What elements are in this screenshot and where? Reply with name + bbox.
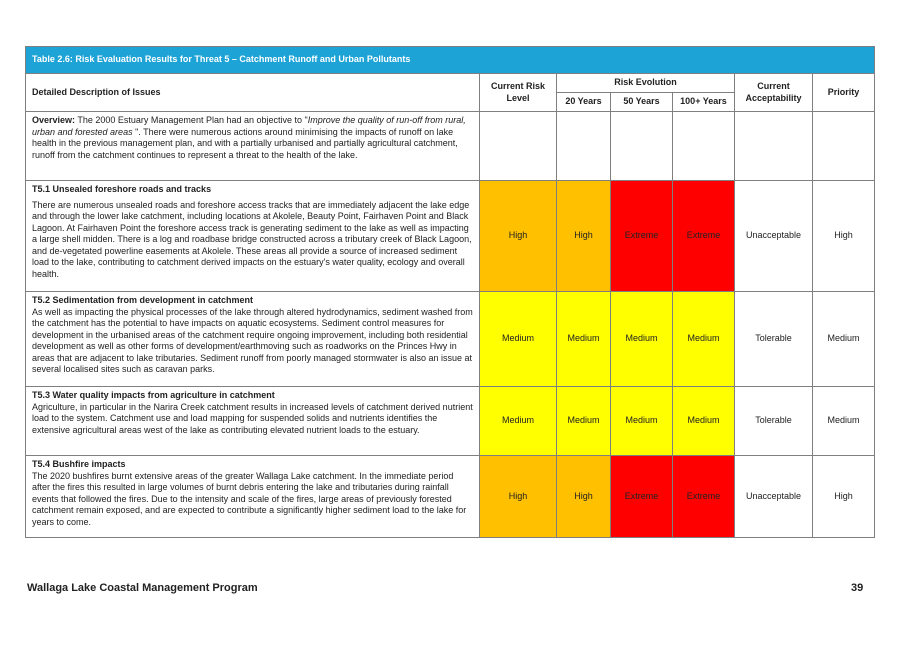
issue-description [26, 292, 480, 387]
overview-label: Overview: [32, 115, 76, 125]
issue-description [26, 387, 480, 456]
overview-empty [673, 112, 735, 181]
overview-empty [557, 112, 611, 181]
risk-20-years-cell: Medium [557, 387, 611, 456]
risk-100-years-cell: Medium [673, 387, 735, 456]
current-risk-cell: Medium [480, 292, 557, 387]
issue-heading: T5.4 Bushfire impacts [32, 459, 126, 469]
footer-document-title: Wallaga Lake Coastal Management Program [27, 582, 258, 594]
current-risk-cell: High [480, 456, 557, 538]
priority-cell: High [813, 456, 875, 538]
table-row [26, 181, 875, 292]
overview-text-before: The 2000 Estuary Management Plan had an objective to " [75, 115, 308, 125]
overview-italic: Improve the quality of run-off from rural, urban and forested areas [32, 115, 466, 137]
issue-text: There are numerous unsealed roads and foreshore access tracks that are immediately adjacent the lake edge and through the lower lake catchment, including locations at Akolele, Beauty Point, Fairhaven Point and Black Lagoon. At Fairhaven Point the foreshore access track is generating sediment to the lake as well as impacting a large shell midden. There is a log and roadbase bridge constructed across a tributary creek of Black Lagoon, and de-vegetated powerline easements at Akolele. These areas all provide a source of increased sediment load to the lake, contributing to catchment derived impacts on the estuary's water quality, ecology and overall health. [32, 199, 472, 279]
header-50-years: 50 Years [611, 93, 673, 112]
table-row [26, 292, 875, 387]
header-acceptability: Current Acceptability [735, 74, 813, 112]
acceptability-cell: Unacceptable [735, 181, 813, 292]
overview-empty [480, 112, 557, 181]
issue-text: The 2020 bushfires burnt extensive areas of the greater Wallaga Lake catchment. In the immediate period after the fires this resulted in large volumes of burnt debris entering the lake and tributaries during rainfall events that followed the fires. Due to the intensity and scale of the fires, large areas of previously forested catchment remain exposed, and are expected to contribute a significantly higher sediment load to the lake for years to come. [32, 470, 467, 527]
table-title: Table 2.6: Risk Evaluation Results for Threat 5 – Catchment Runoff and Urban Pollutants [26, 47, 875, 74]
risk-evaluation-table [25, 46, 875, 538]
overview-empty [611, 112, 673, 181]
issue-heading: T5.1 Unsealed foreshore roads and tracks [32, 184, 212, 194]
header-priority: Priority [813, 74, 875, 112]
risk-50-years-cell: Medium [611, 387, 673, 456]
risk-100-years-cell: Extreme [673, 456, 735, 538]
footer-page-number: 39 [851, 582, 864, 594]
risk-20-years-cell: High [557, 456, 611, 538]
issue-description [26, 181, 480, 292]
header-current-risk: Current Risk Level [480, 74, 557, 112]
issue-text: Agriculture, in particular in the Narira Creek catchment results in increased levels of catchment derived nutrient load to the system. Catchment use and load mapping for suspended solids and nutrients identifies the extensive agricultural areas west of the lake as contributing elevated nutrient loads to the estuary. [32, 401, 473, 435]
overview-cell [26, 112, 480, 181]
current-risk-cell: Medium [480, 387, 557, 456]
risk-100-years-cell: Extreme [673, 181, 735, 292]
header-100-years: 100+ Years [673, 93, 735, 112]
header-description: Detailed Description of Issues [26, 74, 480, 112]
risk-20-years-cell: Medium [557, 292, 611, 387]
risk-50-years-cell: Extreme [611, 181, 673, 292]
priority-cell: Medium [813, 292, 875, 387]
issue-description [26, 456, 480, 538]
risk-20-years-cell: High [557, 181, 611, 292]
risk-100-years-cell: Medium [673, 292, 735, 387]
acceptability-cell: Unacceptable [735, 456, 813, 538]
risk-50-years-cell: Medium [611, 292, 673, 387]
priority-cell: Medium [813, 387, 875, 456]
table-row [26, 387, 875, 456]
priority-cell: High [813, 181, 875, 292]
current-risk-cell: High [480, 181, 557, 292]
acceptability-cell: Tolerable [735, 387, 813, 456]
issue-heading: T5.2 Sedimentation from development in catchment [32, 295, 254, 305]
issue-text: As well as impacting the physical processes of the lake through altered hydrodynamics, sediment washed from the catchment has the potential to have impacts on aquatic ecosystems. Sediment control measures for development in the urbanised areas of the catchment require ongoing improvement, including both residential development as well as other forms of development/earthmoving such as roadworks on the Princes Hwy in areas that are adjacent to lake tributaries. Sediment runoff from poorly managed stormwater is also an issue at several localised sites such as caravan parks. [32, 306, 473, 374]
overview-empty [813, 112, 875, 181]
issue-heading: T5.3 Water quality impacts from agriculture in catchment [32, 390, 275, 400]
acceptability-cell: Tolerable [735, 292, 813, 387]
risk-50-years-cell: Extreme [611, 456, 673, 538]
overview-row [26, 112, 875, 181]
header-20-years: 20 Years [557, 93, 611, 112]
overview-text-after: ". There were numerous actions around minimising the impacts of runoff on lake health in the previous management plan, and with a partially urbanised and partially agricultural catchment, runoff from the catchment continues to represent a threat to the health of the lake. [32, 126, 458, 160]
header-risk-evolution: Risk Evolution [557, 74, 735, 93]
table-row [26, 456, 875, 538]
overview-empty [735, 112, 813, 181]
